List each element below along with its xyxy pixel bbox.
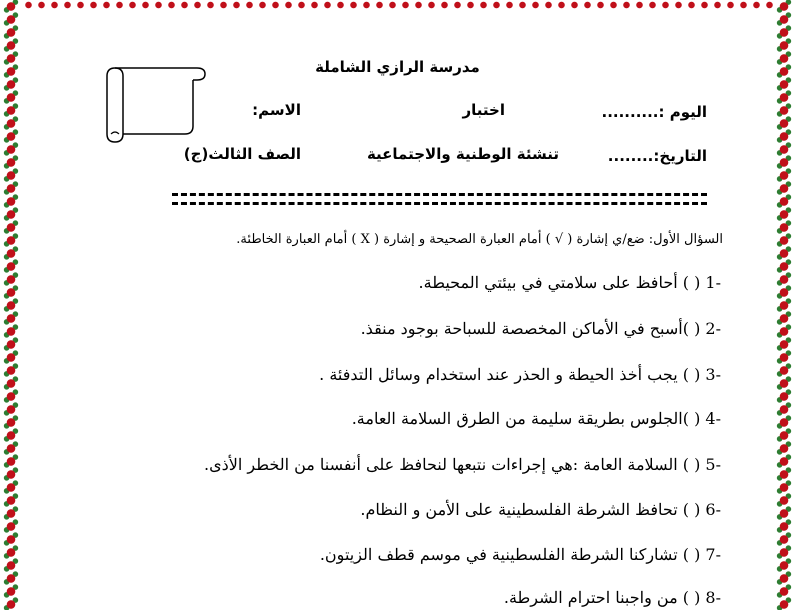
question-8 [504,588,721,607]
worksheet-page [22,0,773,610]
separator-line [172,193,707,205]
question-text: ( ) أحافظ على سلامتي في بيئتي المحيطة. [418,273,701,292]
question-text: ( ) تحافظ الشرطة الفلسطينية على الأمن و النظام. [360,500,701,519]
scroll-icon [97,64,207,144]
subject-label: تنشئة الوطنية والاجتماعية [366,145,559,163]
question-text: ( ) من واجبنا احترام الشرطة. [503,588,701,607]
question-number: -2 [705,319,721,338]
question-7 [320,545,721,564]
question-text: ( ) تشاركنا الشرطة الفلسطينية في موسم قطف الزيتون. [319,545,701,564]
class-label: الصف الثالث(ج) [183,145,301,163]
question-number: -4 [705,409,721,428]
decorative-border-left [0,0,22,610]
date-label: التاريخ:........ [607,147,707,165]
name-label: الاسم: [252,101,301,119]
question-1 [419,273,721,292]
day-label: اليوم :.......... [601,103,707,121]
question-number: -6 [705,500,721,519]
question-text: ( ) يجب أخذ الحيطة و الحذر عند استخدام وسائل التدفئة . [319,365,701,384]
question-number: -5 [705,455,721,474]
question-4 [352,409,721,428]
school-name: مدرسة الرازي الشاملة [315,58,480,76]
question-text: ( ) السلامة العامة :هي إجراءات نتبعها لنحافظ على أنفسنا من الخطر الأذى. [204,455,701,474]
decorative-border-right [773,0,795,610]
question-3 [319,365,721,384]
exam-label: اختبار [462,101,505,119]
question-number: -1 [705,273,721,292]
question-text: ( )أسبح في الأماكن المخصصة للسباحة بوجود منقذ. [360,319,701,338]
instruction-text: السؤال الأول: ضع/ي إشارة ( √ ) أمام العبارة الصحيحة و إشارة ( X ) أمام العبارة الخاطئة. [236,232,723,247]
question-number: -7 [705,545,721,564]
question-6 [360,500,721,519]
question-2 [361,319,721,338]
question-text: ( )الجلوس بطريقة سليمة من الطرق السلامة العامة. [351,409,701,428]
question-number: -3 [705,365,721,384]
question-5 [204,455,721,474]
question-number: -8 [705,588,721,607]
